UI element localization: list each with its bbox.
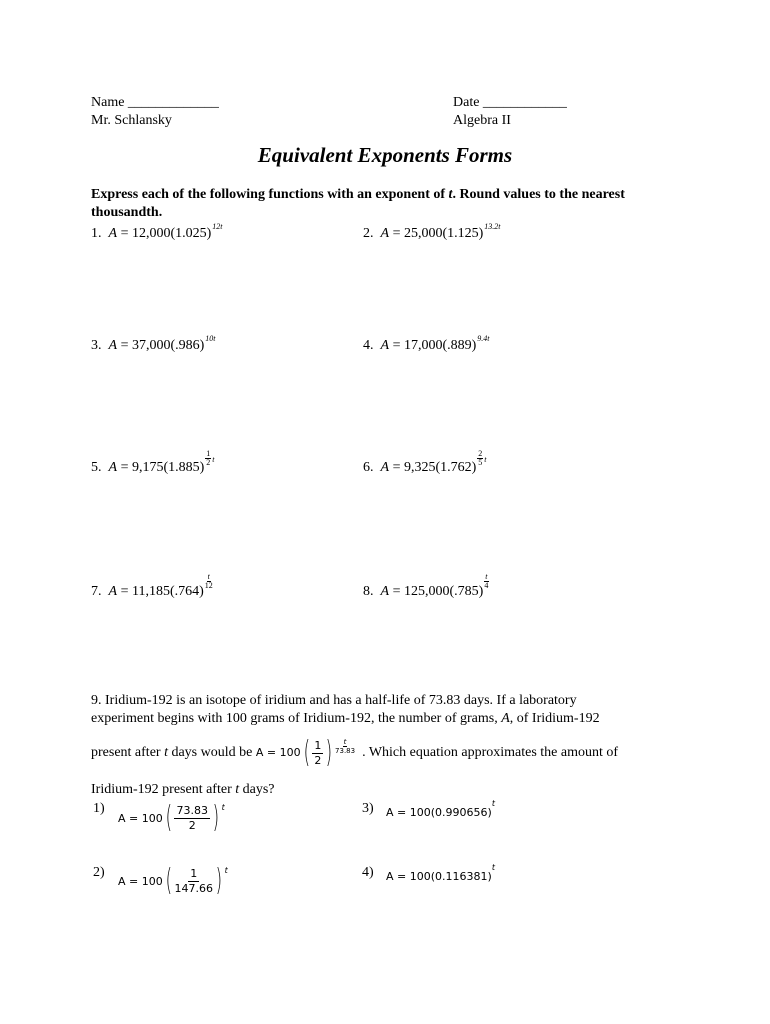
half-life-formula: [255, 735, 356, 770]
text: . Which equation approximates the amount of: [362, 745, 619, 760]
coefficient: 9,325: [403, 460, 436, 475]
coefficient: 9,175: [131, 460, 164, 475]
name-line: Name _____________: [91, 95, 219, 110]
base: (.986): [170, 338, 205, 353]
problem-number: 1.: [91, 226, 102, 241]
problem-2: 2. $A = 25,000(1.125)^{13.2t}$: [363, 222, 501, 241]
choice-3-label: 3): [362, 801, 374, 816]
base-numerator: 73.83: [176, 803, 208, 817]
formula-lhs: A = 100: [118, 811, 163, 825]
base: (.785): [449, 584, 484, 599]
date-line: Date ____________: [453, 95, 567, 110]
exponent: 12t: [212, 222, 223, 231]
exponent-variable: t: [212, 455, 215, 464]
problem-9-line-1: 9. Iridium-192 is an isotope of iridium and has a half-life of 73.83 days. If a laboratory: [91, 693, 577, 708]
variable: A: [501, 711, 510, 726]
variable: t: [164, 745, 168, 760]
formula-base: [174, 804, 210, 833]
exponent-numerator: t: [485, 572, 488, 581]
instructions-variable: t: [448, 187, 453, 202]
problem-1: 1. $A = 12,000(1.025)^{12t}$: [91, 222, 223, 241]
coefficient: 12,000: [131, 226, 171, 241]
problem-9-line-4: [91, 781, 275, 799]
exponent: t: [491, 799, 495, 808]
problem-number: 7.: [91, 584, 102, 599]
exponent-fraction: [205, 573, 213, 590]
base-denominator: 147.66: [174, 881, 213, 895]
choice-2-formula: [118, 863, 228, 898]
coefficient: 125,000: [403, 584, 450, 599]
choice-2-label: 2): [93, 865, 105, 880]
exponent: 13.2t: [484, 222, 501, 231]
left-paren: (: [303, 735, 310, 770]
left-paren: (: [165, 800, 172, 835]
problem-number: 2.: [363, 226, 374, 241]
instructions: [91, 186, 691, 222]
left-paren: (: [165, 863, 172, 898]
exponent: t: [491, 863, 495, 872]
base: (1.025): [170, 226, 212, 241]
exponent-variable: t: [484, 455, 487, 464]
right-paren: ): [215, 863, 223, 898]
text: Iridium-192 present after: [91, 782, 236, 797]
choice-1-label: 1): [93, 801, 105, 816]
base-numerator: 1: [314, 738, 322, 752]
formula-lhs: A = 100: [255, 746, 301, 759]
formula-lhs: A = 100: [118, 874, 163, 888]
base: (.889): [442, 338, 477, 353]
right-paren: ): [212, 800, 220, 835]
exponent-denominator: 5: [478, 458, 483, 467]
choice-3-formula: [386, 799, 495, 821]
formula-base: [174, 867, 213, 896]
problem-number: 6.: [363, 460, 374, 475]
problem-number: 3.: [91, 338, 102, 353]
problem-4: 4. $A = 17,000(.889)^{9.4t}$: [363, 334, 490, 353]
formula: A = 100(0.116381): [386, 870, 492, 883]
problem-number: 4.: [363, 338, 374, 353]
exponent: 10t: [205, 334, 216, 343]
problem-9-line-2: [91, 710, 600, 728]
base-denominator: 2: [188, 818, 196, 832]
instructions-text-1: Express each of the following functions with an exponent of: [91, 187, 449, 202]
base-numerator: 1: [190, 866, 198, 880]
exponent-fraction: [477, 450, 483, 467]
choice-1-formula: [118, 800, 225, 835]
exponent-denominator: 4: [484, 581, 489, 590]
exponent-numerator: 1: [206, 449, 211, 458]
text: , of Iridium-192: [509, 711, 600, 726]
exponent-denominator: 12: [204, 581, 213, 590]
text: days?: [239, 782, 275, 797]
coefficient: 25,000: [403, 226, 443, 241]
base: (1.762): [435, 460, 477, 475]
base: (.764): [169, 584, 204, 599]
base: (1.885): [163, 460, 205, 475]
exponent-denominator: 2: [206, 458, 211, 467]
exponent-fraction: [484, 573, 488, 590]
teacher-name: Mr. Schlansky: [91, 113, 172, 128]
problem-3: 3. $A = 37,000(.986)^{10t}$: [91, 334, 216, 353]
exponent: t: [224, 866, 228, 875]
text: experiment begins with 100 grams of Iridium-192, the number of grams,: [91, 711, 502, 726]
problem-9-line-3: [91, 730, 618, 776]
base-denominator: 2: [314, 753, 322, 767]
exponent: 9.4t: [477, 334, 490, 343]
base: (1.125): [442, 226, 484, 241]
text: days would be: [171, 745, 253, 760]
exponent: t: [221, 803, 225, 812]
choice-4-label: 4): [362, 865, 374, 880]
coefficient: 17,000: [403, 338, 443, 353]
exponent-numerator: t: [343, 738, 347, 746]
worksheet-title: Equivalent Exponents Forms: [257, 143, 513, 167]
exponent-numerator: 2: [478, 449, 483, 458]
coefficient: 11,185: [131, 584, 170, 599]
problem-7: 7. A = 11,185(.764) $\frac{t}{12}$: [91, 572, 213, 599]
choice-4-formula: [386, 863, 495, 885]
formula: A = 100(0.990656): [386, 806, 492, 819]
problem-5: 5. A = 9,175(1.885) $\frac{1}{2}$ $^t$: [91, 449, 215, 475]
instructions-text-2: . Round values to the nearest thousandth.: [91, 187, 625, 220]
text: present after: [91, 745, 161, 760]
exponent-numerator: t: [207, 572, 210, 581]
coefficient: 37,000: [131, 338, 171, 353]
right-paren: ): [325, 735, 333, 770]
formula-exponent: [335, 738, 355, 755]
problem-number: 8.: [363, 584, 374, 599]
problem-6: 6. A = 9,325(1.762) $\frac{2}{5}$ $^t$: [363, 449, 487, 475]
problem-8: 8. A = 125,000(.785) $\frac{t}{4}$: [363, 572, 489, 599]
formula-base: [312, 739, 323, 768]
course-name: Algebra II: [453, 113, 511, 128]
variable: t: [235, 782, 240, 797]
exponent-denominator: 73.83: [335, 747, 356, 755]
exponent-fraction: [205, 450, 211, 467]
problem-number: 5.: [91, 460, 102, 475]
